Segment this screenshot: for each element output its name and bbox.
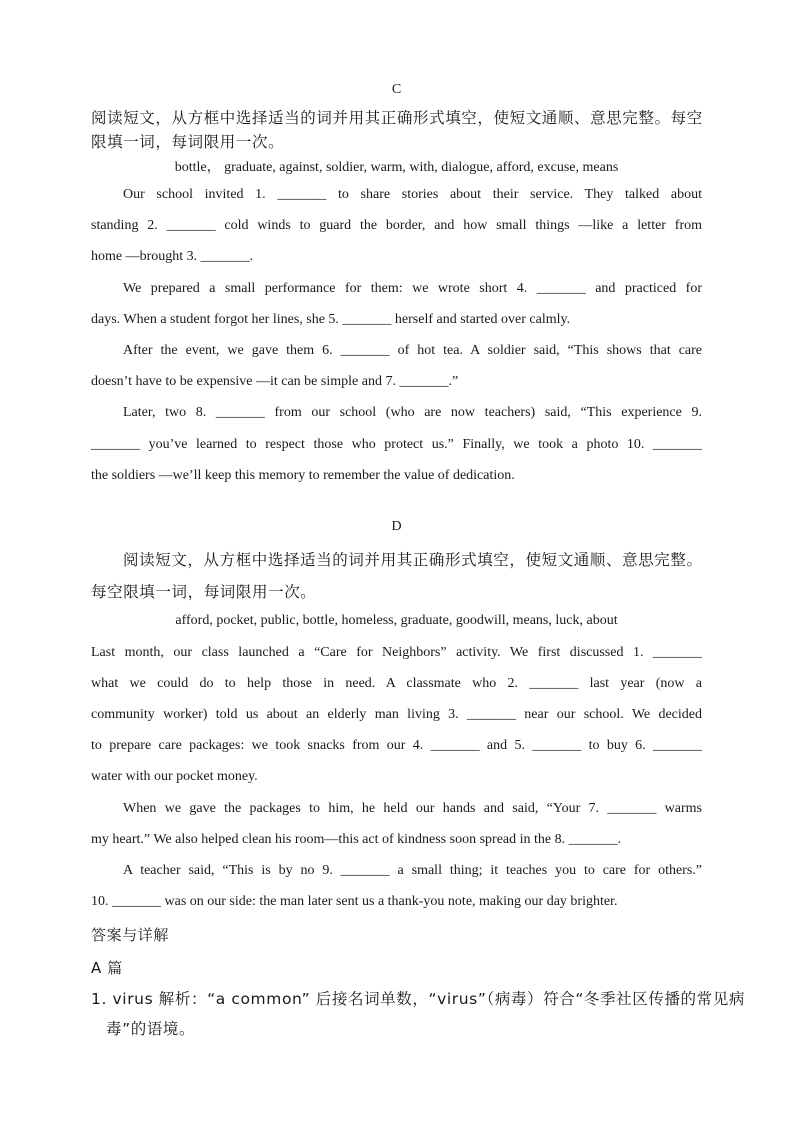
section-d-line: water with our pocket money.: [91, 769, 258, 784]
section-c-instruction-2: 限填一词，每词限用一次。: [91, 133, 285, 151]
section-d-line: A teacher said, “This is by no 9. _______ a small thing; it teaches you to care for others.”: [123, 863, 702, 878]
section-c-line: the soldiers —we’ll keep this memory to remember the value of dedication.: [91, 468, 515, 483]
section-c-line: After the event, we gave them 6. _______ of hot tea. A soldier said, “This shows that care: [123, 343, 702, 358]
section-d-line: 10. _______ was on our side: the man later sent us a thank-you note, making our day brighter.: [91, 894, 618, 909]
answer-item-line: 毒”的语境。: [106, 1020, 196, 1038]
section-c-line: standing 2. _______ cold winds to guard the border, and how small things —like a letter from: [91, 218, 702, 233]
section-d-line: When we gave the packages to him, he held our hands and said, “Your 7. _______ warms: [123, 801, 702, 816]
section-d-instruction-1: 阅读短文，从方框中选择适当的词并用其正确形式填空，使短文通顺、意思完整。: [123, 551, 703, 569]
answers-sub-heading: A 篇: [91, 959, 123, 977]
section-d-letter: D: [391, 519, 402, 534]
section-c-line: We prepared a small performance for them: we wrote short 4. _______ and practiced for: [123, 281, 702, 296]
section-d-line: Last month, our class launched a “Care for Neighbors” activity. We first discussed 1. _______: [91, 645, 702, 660]
section-c-letter: C: [391, 82, 402, 97]
section-c-line: doesn’t have to be expensive —it can be simple and 7. _______.”: [91, 374, 459, 389]
section-d-line: community worker) told us about an elderly man living 3. _______ near our school. We decided: [91, 707, 702, 722]
answers-heading: 答案与详解: [91, 926, 170, 944]
section-c-line: _______ you’ve learned to respect those who protect us.” Finally, we took a photo 10. _______: [91, 437, 702, 452]
section-c-line: home —brought 3. _______.: [91, 249, 254, 264]
section-c-word-box: bottle， graduate, against, soldier, warm, with, dialogue, afford, excuse, means: [174, 160, 619, 175]
section-d-word-box: afford, pocket, public, bottle, homeless, graduate, goodwill, means, luck, about: [175, 613, 618, 628]
section-c-line: Later, two 8. _______ from our school (who are now teachers) said, “This experience 9.: [123, 405, 702, 420]
section-c-line: Our school invited 1. _______ to share stories about their service. They talked about: [123, 187, 702, 202]
section-c-instruction-1: 阅读短文，从方框中选择适当的词并用其正确形式填空，使短文通顺、意思完整。每空: [91, 109, 703, 127]
section-c-line: days. When a student forgot her lines, she 5. _______ herself and started over calmly.: [91, 312, 571, 327]
answer-item-line: 1. virus 解析：“a common” 后接名词单数，“virus”（病毒）符合“冬季社区传播的常见病: [91, 990, 745, 1008]
section-d-instruction-2: 每空限填一词，每词限用一次。: [91, 583, 317, 601]
section-d-line: to prepare care packages: we took snacks from our 4. _______ and 5. _______ to buy 6. _______: [91, 738, 702, 753]
section-d-line: what we could do to help those in need. A classmate who 2. _______ last year (now a: [91, 676, 702, 691]
section-d-line: my heart.” We also helped clean his room—this act of kindness soon spread in the 8. _______.: [91, 832, 622, 847]
